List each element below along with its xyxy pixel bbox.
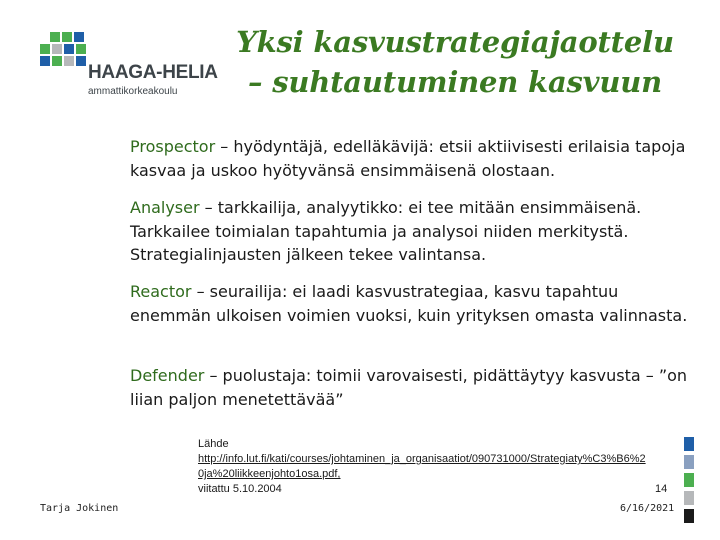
item-text: – puolustaja: toimii varovaisesti, pidättäytyy kasvusta – ”on liian paljon menetettävää”	[130, 366, 688, 409]
source-accessed: viitattu 5.10.2004	[198, 483, 282, 495]
source-link[interactable]: http://info.lut.fi/kati/courses/johtaminen_ja_organisaatiot/090731000/Strategiaty%C3%B6%20ja%20liikkeenjohto1osa.pdf,	[198, 453, 646, 480]
logo-subtitle: ammattikorkeakoulu	[88, 86, 178, 97]
item-term: Prospector	[130, 137, 216, 156]
slide-title-line2: – suhtautuminen kasvuun	[248, 65, 662, 99]
item-text: – tarkkailija, analyytikko: ei tee mitään ensimmäisenä. Tarkkailee toimialan tapahtumia ja analysoi niiden merkitystä. Strategialinjausten jälkeen tekee valintansa.	[130, 198, 642, 264]
logo-squares-icon	[40, 32, 90, 72]
color-stripe	[684, 509, 694, 523]
list-item	[130, 135, 700, 182]
source-label: Lähde	[198, 438, 229, 450]
color-stripe	[684, 473, 694, 487]
slide-date: 6/16/2021	[620, 503, 675, 514]
slide-title-line1: Yksi kasvustrategiajaottelu	[236, 25, 674, 59]
logo-name: HAAGA-HELIA	[88, 62, 218, 83]
author: Tarja Jokinen	[40, 503, 119, 514]
list-item	[130, 280, 700, 327]
item-term: Analyser	[130, 198, 200, 217]
item-text: – seurailija: ei laadi kasvustrategiaa, kasvu tapahtuu enemmän ulkoisen voimien vuoksi, kuin yrityksen omasta valinnasta.	[130, 282, 688, 325]
list-item	[130, 196, 700, 267]
page-number: 14	[655, 483, 668, 495]
item-term: Defender	[130, 366, 205, 385]
source-block	[198, 437, 648, 497]
color-stripe	[684, 491, 694, 505]
haaga-helia-logo	[38, 30, 218, 100]
color-stripe	[684, 455, 694, 469]
item-term: Reactor	[130, 282, 192, 301]
list-item	[130, 364, 700, 411]
slide-title	[225, 22, 685, 102]
color-stripe	[684, 437, 694, 451]
item-text: – hyödyntäjä, edelläkävijä: etsii aktiivisesti erilaisia tapoja kasvaa ja uskoo hyötyvänsä ensimmäisenä olostaan.	[130, 137, 686, 180]
